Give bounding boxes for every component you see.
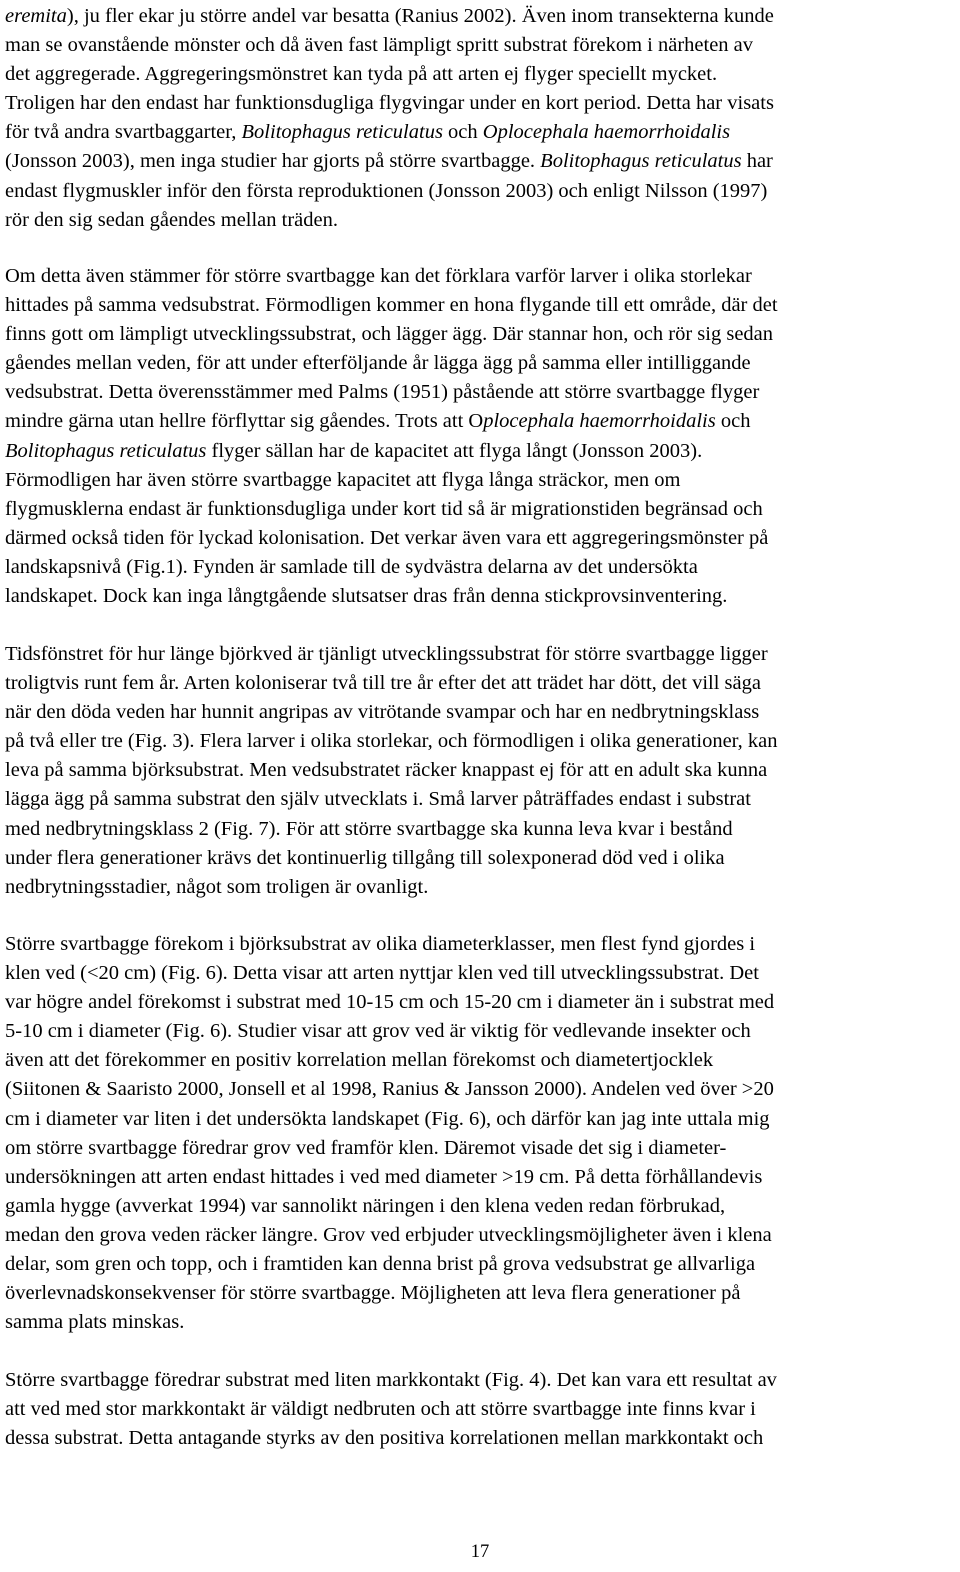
text-segment: under flera generationer krävs det kontinuerlig tillgång till solexponerad död ved i olika: [5, 846, 725, 869]
text-line: [5, 815, 960, 844]
text-segment: samma plats minskas.: [5, 1311, 185, 1334]
text-line: [5, 320, 960, 349]
text-segment: landskapsnivå (Fig.1). Fynden är samlade till de sydvästra delarna av det undersökta: [5, 555, 698, 578]
text-segment: landskapet. Dock kan inga långtgående slutsatser dras från denna stickprovsinventering.: [5, 585, 728, 608]
text-line: [5, 118, 960, 147]
text-segment: leva på samma björksubstrat. Men vedsubstratet räcker knappast ej för att en adult ska kunna: [5, 759, 768, 782]
text-line: [5, 349, 960, 378]
paragraph-time-window: [5, 640, 960, 902]
text-segment: om större svartbagge föredrar grov ved framför klen. Däremot visade det sig i diameter-: [5, 1136, 727, 1159]
text-line: [5, 206, 960, 235]
text-segment: att ved med stor markkontakt är väldigt nedbruten och att större svartbagge inte finns kvar i: [5, 1398, 756, 1421]
text-segment: och: [715, 410, 751, 433]
text-segment: Om detta även stämmer för större svartbagge kan det förklara varför larver i olika storlekar: [5, 265, 752, 287]
text-line: [5, 698, 960, 727]
text-segment: dessa substrat. Detta antagande styrks av den positiva korrelationen mellan markkontakt och: [5, 1427, 764, 1450]
text-line: [5, 407, 960, 436]
text-segment: 5-10 cm i diameter (Fig. 6). Studier visar att grov ved är viktig för vedlevande insekter och: [5, 1020, 751, 1043]
text-line: [5, 1424, 960, 1453]
text-line: [5, 177, 960, 206]
text-segment: och: [442, 121, 483, 144]
text-line: [5, 785, 960, 814]
text-segment: man se ovanstående mönster och då även fast lämpligt spritt substrat förekom i närheten av: [5, 34, 754, 57]
text-segment: det aggregerade. Aggregeringsmönstret kan tyda på att arten ej flyger speciellt mycket.: [5, 63, 718, 86]
text-segment: när den döda veden har hunnit angripas av vitrötande svampar och har en nedbrytningsklass: [5, 701, 760, 724]
text-segment: undersökningen att arten endast hittades i ved med diameter >19 cm. På detta förhållandevis: [5, 1165, 763, 1188]
text-segment: medan den grova veden räcker längre. Grov ved erbjuder utvecklingsmöjligheter även i klena: [5, 1223, 772, 1246]
italic-species-name: Oplocephala haemorrhoidalis: [482, 121, 731, 144]
italic-species-name: Bolitophagus reticulatus: [540, 150, 742, 173]
text-line: [5, 756, 960, 785]
text-segment: delar, som gren och topp, och i framtiden kan denna brist på grova vedsubstrat ge allvarliga: [5, 1253, 756, 1276]
text-line: [5, 988, 960, 1017]
text-line: [5, 495, 960, 524]
text-segment: endast flygmuskler inför den första reproduktionen (Jonsson 2003) och enligt Nilsson (1997): [5, 179, 768, 202]
page-number: 17: [470, 1542, 490, 1562]
text-segment: därmed också tiden för lyckad kolonisation. Det verkar även vara ett aggregeringsmönster på: [5, 526, 769, 549]
text-segment: (Siitonen & Saaristo 2000, Jonsell et al 1998, Ranius & Jansson 2000). Andelen ved över >20: [5, 1078, 774, 1101]
text-line: [5, 1105, 960, 1134]
text-line: [5, 291, 960, 320]
text-line: [5, 262, 960, 291]
text-line: [5, 2, 960, 31]
text-line: [5, 31, 960, 60]
text-line: [5, 60, 960, 89]
text-segment: hittades på samma vedsubstrat. Förmodligen kommer en hona flygande till ett område, där det: [5, 294, 778, 317]
text-segment: Förmodligen har även större svartbagge kapacitet att flyga långa sträckor, men om: [5, 468, 681, 491]
text-segment: rör den sig sedan gåendes mellan träden.: [5, 208, 339, 231]
text-line: [5, 1250, 960, 1279]
text-segment: även att det förekommer en positiv korrelation mellan förekomst och diametertjocklek: [5, 1049, 714, 1072]
text-line: [5, 669, 960, 698]
text-line: [5, 873, 960, 902]
text-segment: Större svartbagge förekom i björksubstrat av olika diameterklasser, men flest fynd gjordes i: [5, 933, 756, 955]
text-line: [5, 553, 960, 582]
text-segment: var högre andel förekomst i substrat med 10-15 cm och 15-20 cm i diameter än i substrat med: [5, 991, 775, 1014]
text-line: [5, 378, 960, 407]
text-line: [5, 582, 960, 611]
text-line: [5, 930, 960, 959]
text-line: [5, 1134, 960, 1163]
italic-species-name: eremita: [5, 5, 67, 27]
text-line: [5, 147, 960, 176]
text-segment: ), ju fler ekar ju större andel var besatta (Ranius 2002). Även inom transekterna kunde: [66, 5, 774, 27]
text-segment: överlevnadskonsekvenser för större svartbagge. Möjligheten att leva flera generationer på: [5, 1282, 741, 1305]
text-line: [5, 1192, 960, 1221]
italic-species-name: Bolitophagus reticulatus: [5, 439, 207, 462]
text-segment: gamla hygge (avverkat 1994) var sannolikt näringen i den klena veden redan förbrukad,: [5, 1194, 726, 1217]
text-segment: för två andra svartbaggarter,: [5, 121, 242, 144]
paragraph-larvae-sizes: [5, 262, 960, 611]
text-segment: mindre gärna utan hellre förflyttar sig gåendes. Trots att O: [5, 410, 484, 433]
text-line: [5, 1163, 960, 1192]
text-segment: (Jonsson 2003), men inga studier har gjorts på större svartbagge.: [5, 150, 541, 173]
text-line: [5, 959, 960, 988]
text-line: [5, 844, 960, 873]
text-segment: Troligen har den endast har funktionsdugliga flygvingar under en kort period. Detta har visats: [5, 92, 774, 115]
text-line: [5, 1308, 960, 1337]
text-line: [5, 437, 960, 466]
text-segment: har: [741, 150, 773, 173]
text-line: [5, 524, 960, 553]
text-segment: på två eller tre (Fig. 3). Flera larver i olika storlekar, och förmodligen i olika generationer, kan: [5, 730, 778, 753]
text-segment: finns gott om lämpligt utvecklingssubstrat, och lägger ägg. Där stannar hon, och rör sig sedan: [5, 323, 774, 346]
text-line: [5, 1366, 960, 1395]
text-line: [5, 1279, 960, 1308]
text-line: [5, 1046, 960, 1075]
text-segment: lägga ägg på samma substrat den själv utvecklats i. Små larver påträffades endast i substrat: [5, 788, 751, 811]
text-line: [5, 1395, 960, 1424]
text-line: [5, 727, 960, 756]
text-segment: nedbrytningsstadier, något som troligen är ovanligt.: [5, 875, 429, 898]
text-line: [5, 466, 960, 495]
text-segment: med nedbrytningsklass 2 (Fig. 7). För att större svartbagge ska kunna leva kvar i bestånd: [5, 817, 733, 840]
paragraph-flight-ability: [5, 2, 960, 235]
text-line: [5, 1017, 960, 1046]
document-page: [5, 0, 960, 1572]
text-segment: Tidsfönstret för hur länge björkved är tjänligt utvecklingssubstrat för större svartbagge ligger: [5, 643, 768, 665]
paragraph-diameter-classes: [5, 930, 960, 1337]
text-segment: Större svartbagge föredrar substrat med liten markkontakt (Fig. 4). Det kan vara ett resultat av: [5, 1369, 777, 1391]
text-segment: troligtvis runt fem år. Arten koloniserar två till tre år efter det att trädet har dött, det vill säga: [5, 672, 761, 695]
text-segment: flyger sällan har de kapacitet att flyga långt (Jonsson 2003).: [206, 439, 703, 462]
text-segment: cm i diameter var liten i det undersökta landskapet (Fig. 6), och därför kan jag inte uttala mig: [5, 1107, 770, 1130]
text-line: [5, 1075, 960, 1104]
text-segment: vedsubstrat. Detta överensstämmer med Palms (1951) påstående att större svartbagge flyger: [5, 381, 760, 404]
italic-species-name: Bolitophagus reticulatus: [241, 121, 443, 144]
text-line: [5, 1221, 960, 1250]
italic-species-name: plocephala haemorrhoidalis: [483, 410, 716, 433]
text-segment: klen ved (<20 cm) (Fig. 6). Detta visar att arten nyttjar klen ved till utvecklingssubstrat. Det: [5, 962, 759, 985]
text-line: [5, 89, 960, 118]
text-line: [5, 640, 960, 669]
paragraph-ground-contact: [5, 1366, 960, 1453]
text-segment: flygmusklerna endast är funktionsdugliga under kort tid så är migrationstiden begränsad och: [5, 497, 763, 520]
text-segment: gåendes mellan veden, för att under efterföljande år lägga ägg på samma eller intilliggande: [5, 352, 751, 375]
